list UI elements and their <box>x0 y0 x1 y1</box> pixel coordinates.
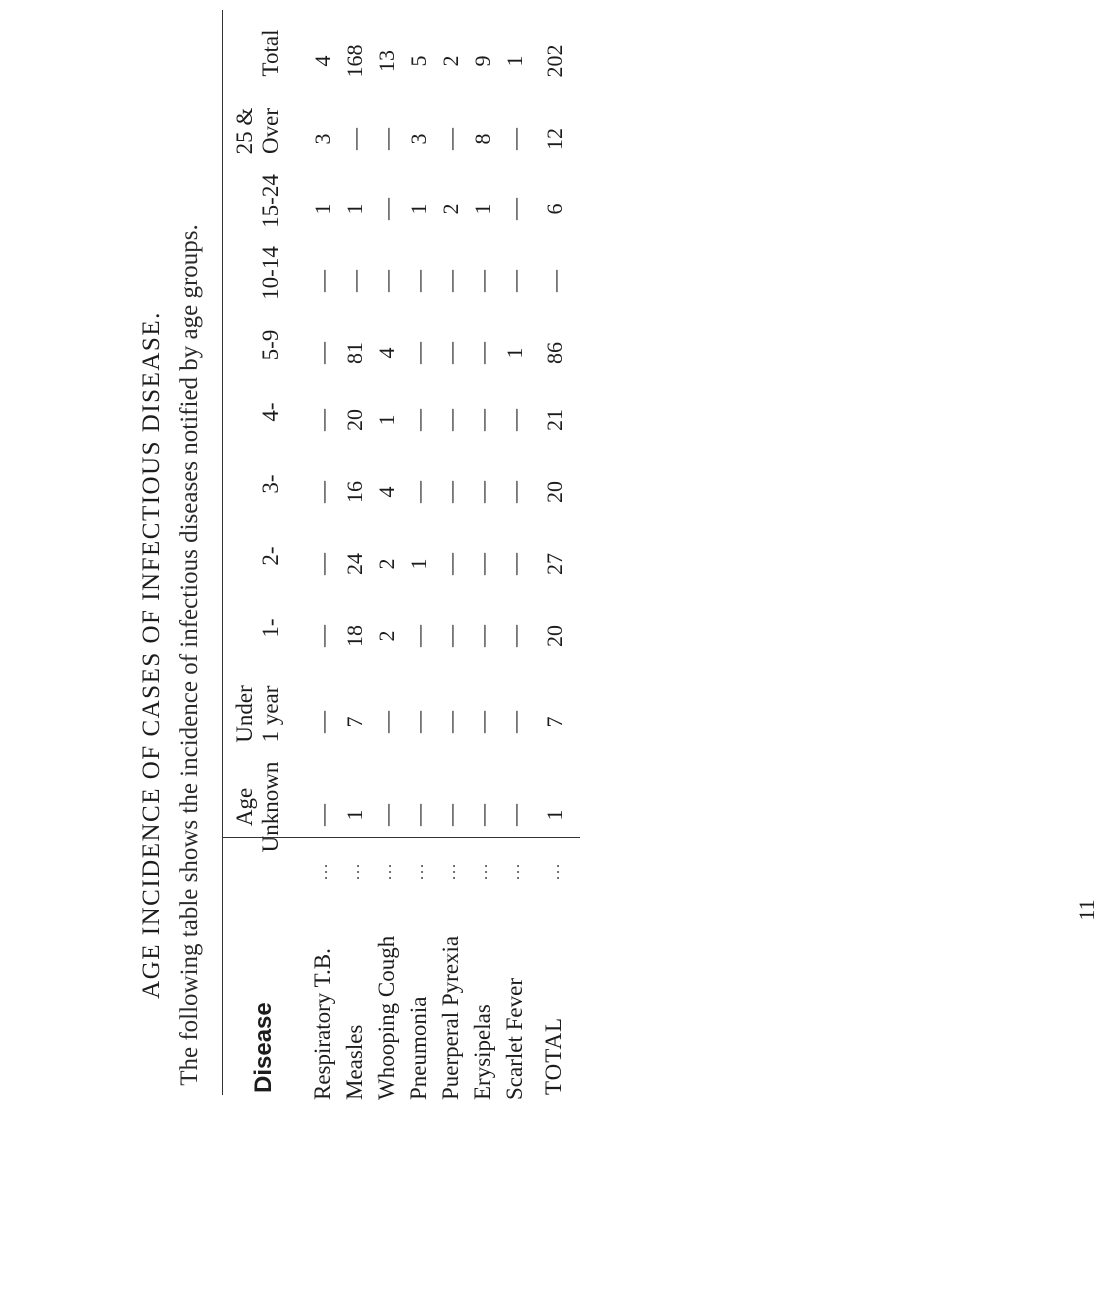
table-cell: — <box>438 481 463 503</box>
total-cell: 6 <box>542 203 567 215</box>
table-cell: — <box>374 711 399 733</box>
table-cell: — <box>406 625 431 647</box>
table-cell: — <box>502 128 527 150</box>
table-cell: 1 <box>310 203 335 215</box>
table-cell: 16 <box>342 481 367 503</box>
table-cell: — <box>438 553 463 575</box>
table-cell: — <box>470 270 495 292</box>
age-header-line2: 1 year <box>258 685 283 743</box>
table-cell: — <box>470 553 495 575</box>
table-cell: — <box>438 342 463 364</box>
table-cell: — <box>342 270 367 292</box>
table-cell: — <box>310 625 335 647</box>
table-cell: — <box>310 711 335 733</box>
table-cell: — <box>406 481 431 503</box>
table-cell: — <box>310 342 335 364</box>
table-cell: 7 <box>342 716 367 728</box>
table-cell: — <box>310 553 335 575</box>
total-cell: 20 <box>542 625 567 647</box>
table-cell: 8 <box>470 133 495 145</box>
total-cell: 27 <box>542 553 567 575</box>
row-label: Erysipelas <box>470 1004 495 1100</box>
total-cell: — <box>542 270 567 292</box>
total-cell: 21 <box>542 409 567 431</box>
page-number: 11 <box>1074 899 1099 921</box>
age-header-line2: 3- <box>258 474 283 494</box>
table-cell: — <box>438 409 463 431</box>
disease-column-header: Disease <box>250 1002 277 1093</box>
row-label: Measles <box>342 1024 367 1100</box>
table-cell: 4 <box>310 55 335 67</box>
table-cell: — <box>438 128 463 150</box>
table-cell: 20 <box>342 409 367 431</box>
row-label: Puerperal Pyrexia <box>438 935 463 1100</box>
table-cell: — <box>406 409 431 431</box>
age-header-line2: Unknown <box>258 761 283 853</box>
table-cell: 4 <box>374 486 399 498</box>
age-header-line2: Total <box>258 29 283 77</box>
table-cell: — <box>502 270 527 292</box>
leader-dots: ... <box>346 862 363 880</box>
total-cell: 7 <box>542 716 567 728</box>
table-cell: 81 <box>342 342 367 364</box>
age-header-line2: 15-24 <box>258 174 283 228</box>
table-top-rule <box>222 10 223 1095</box>
table-cell: — <box>470 342 495 364</box>
table-cell: 1 <box>470 203 495 215</box>
age-header <box>232 0 284 106</box>
table-cell: — <box>502 625 527 647</box>
row-label: Pneumonia <box>406 996 431 1100</box>
leader-dots: ... <box>474 862 491 880</box>
leader-dots: ... <box>410 862 427 880</box>
table-cell: 3 <box>310 133 335 145</box>
table-cell: 1 <box>374 414 399 426</box>
leader-dots: ... <box>546 862 563 880</box>
table-cell: 3 <box>406 133 431 145</box>
total-cell: 202 <box>542 44 567 78</box>
age-header-line1: Under <box>232 685 257 743</box>
age-header-line1 <box>232 0 258 106</box>
age-header-line2: 1- <box>258 618 283 638</box>
age-header <box>232 754 284 860</box>
table-cell: 1 <box>502 347 527 359</box>
table-cell: — <box>502 711 527 733</box>
leader-dots: ... <box>442 862 459 880</box>
table-cell: 1 <box>342 203 367 215</box>
table-cell: — <box>502 409 527 431</box>
table-cell: 24 <box>342 553 367 575</box>
table-cell: — <box>470 625 495 647</box>
row-label: Whooping Cough <box>374 935 399 1100</box>
table-cell: 18 <box>342 625 367 647</box>
table-cell: — <box>438 711 463 733</box>
age-header-line2: 4- <box>258 402 283 422</box>
table-cell: 1 <box>406 558 431 570</box>
table-cell: — <box>406 342 431 364</box>
table-cell: — <box>374 128 399 150</box>
table-cell: — <box>470 409 495 431</box>
table-cell: 1 <box>502 55 527 67</box>
table-cell: — <box>470 481 495 503</box>
table-cell: 2 <box>374 630 399 642</box>
leader-dots: ... <box>506 862 523 880</box>
total-label: TOTAL <box>541 1016 566 1095</box>
table-cell: — <box>502 481 527 503</box>
age-header-line1: Age <box>232 787 257 827</box>
table-cell: 13 <box>374 50 399 72</box>
row-label: Respiratory T.B. <box>310 948 335 1100</box>
table-cell: — <box>406 804 431 826</box>
table-cell: 1 <box>342 809 367 821</box>
total-cell: 86 <box>542 342 567 364</box>
table-cell: — <box>310 409 335 431</box>
table-cell: — <box>374 804 399 826</box>
table-cell: — <box>374 198 399 220</box>
table-cell: 9 <box>470 55 495 67</box>
rotated-page <box>10 10 1099 1300</box>
table-cell: — <box>342 128 367 150</box>
table-cell: — <box>406 270 431 292</box>
table-cell: 1 <box>406 203 431 215</box>
table-cell: 2 <box>438 203 463 215</box>
table-cell: — <box>470 711 495 733</box>
table-cell: — <box>470 804 495 826</box>
table-cell: — <box>438 625 463 647</box>
table-cell: 168 <box>342 44 367 78</box>
table-cell: — <box>374 270 399 292</box>
table-cell: 2 <box>438 55 463 67</box>
age-header-line2: 10-14 <box>258 246 283 300</box>
page-title: AGE INCIDENCE OF CASES OF INFECTIOUS DISEASE. <box>138 311 165 999</box>
age-header-line2: 2- <box>258 546 283 566</box>
total-cell: 20 <box>542 481 567 503</box>
table-cell: 4 <box>374 347 399 359</box>
total-cell: 1 <box>542 809 567 821</box>
age-header-line1: 25 & <box>232 107 257 155</box>
table-cell: 5 <box>406 55 431 67</box>
age-header-line2: Over <box>258 108 283 154</box>
table-cell: — <box>310 804 335 826</box>
age-header-line2: 5-9 <box>258 329 283 361</box>
table-cell: — <box>502 553 527 575</box>
table-cell: — <box>502 198 527 220</box>
leader-dots: ... <box>314 862 331 880</box>
table-cell: — <box>502 804 527 826</box>
leader-dots: ... <box>378 862 395 880</box>
table-cell: — <box>438 804 463 826</box>
table-cell: — <box>406 711 431 733</box>
table-cell: — <box>310 481 335 503</box>
table-cell: 2 <box>374 558 399 570</box>
total-cell: 12 <box>542 128 567 150</box>
page-subtitle: The following table shows the incidence of infectious diseases notified by age groups. <box>176 224 203 1086</box>
table-cell: — <box>438 270 463 292</box>
table-cell: — <box>310 270 335 292</box>
row-label: Scarlet Fever <box>502 978 527 1100</box>
